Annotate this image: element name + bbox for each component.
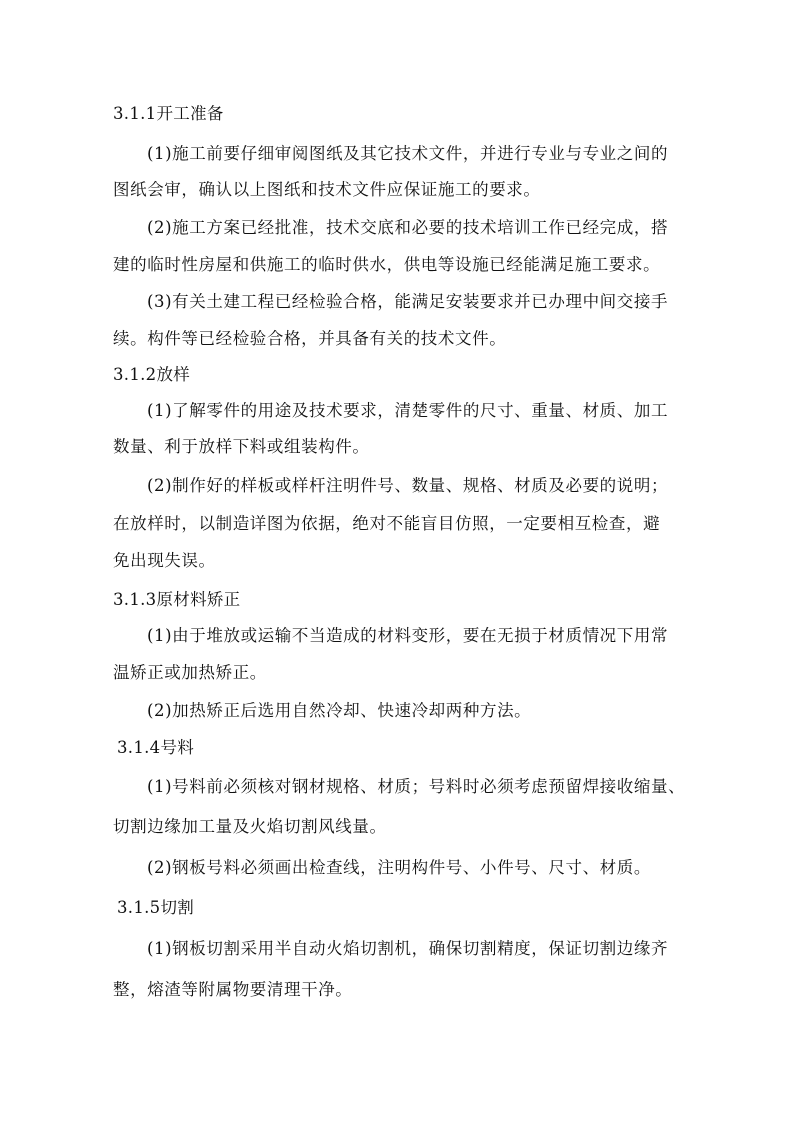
paragraph-line: 建的临时性房屋和供施工的临时供水，供电等设施已经能满足施工要求。 [113, 255, 661, 274]
paragraph-line: (1)施工前要仔细审阅图纸及其它技术文件，并进行专业与专业之间的 [147, 144, 669, 163]
paragraph-line: (1)了解零件的用途及技术要求，清楚零件的尺寸、重量、材质、加工 [147, 401, 669, 420]
paragraph-line: (2)施工方案已经批准，技术交底和必要的技术培训工作已经完成，搭 [147, 218, 669, 237]
paragraph-line: (3)有关土建工程已经检验合格，能满足安装要求并已办理中间交接手 [147, 292, 669, 311]
paragraph-line: (1)号料前必须核对钢材规格、材质；号料时必须考虑预留焊接收缩量、 [147, 777, 686, 796]
paragraph-line: 数量、利于放样下料或组装构件。 [113, 437, 370, 456]
paragraph-line: 切割边缘加工量及火焰切割风线量。 [113, 817, 387, 836]
section-heading: 3.1.2放样 [113, 365, 191, 384]
section-heading: 3.1.3原材料矫正 [113, 590, 241, 609]
paragraph-line: 温矫正或加热矫正。 [113, 663, 267, 682]
section-heading: 3.1.5切割 [117, 898, 195, 917]
paragraph-line: 免出现失误。 [113, 551, 216, 570]
paragraph-line: (2)钢板号料必须画出检查线，注明构件号、小件号、尺寸、材质。 [147, 858, 651, 877]
paragraph-line: 图纸会审，确认以上图纸和技术文件应保证施工的要求。 [113, 180, 541, 199]
paragraph-line: 续。构件等已经检验合格，并具备有关的技术文件。 [113, 329, 507, 348]
section-heading: 3.1.1开工准备 [113, 104, 224, 123]
paragraph-line: 在放样时，以制造详图为依据，绝对不能盲目仿照，一定要相互检查，避 [113, 514, 661, 533]
paragraph-line: (2)制作好的样板或样杆注明件号、数量、规格、材质及必要的说明； [147, 476, 669, 495]
paragraph-line: (2)加热矫正后选用自然冷却、快速冷却两种方法。 [147, 701, 532, 720]
paragraph-line: (1)钢板切割采用半自动火焰切割机，确保切割精度，保证切割边缘齐 [147, 939, 669, 958]
paragraph-line: (1)由于堆放或运输不当造成的材料变形，要在无损于材质情况下用常 [147, 626, 669, 645]
paragraph-line: 整，熔渣等附属物要清理干净。 [113, 980, 353, 999]
section-heading: 3.1.4号料 [117, 738, 195, 757]
